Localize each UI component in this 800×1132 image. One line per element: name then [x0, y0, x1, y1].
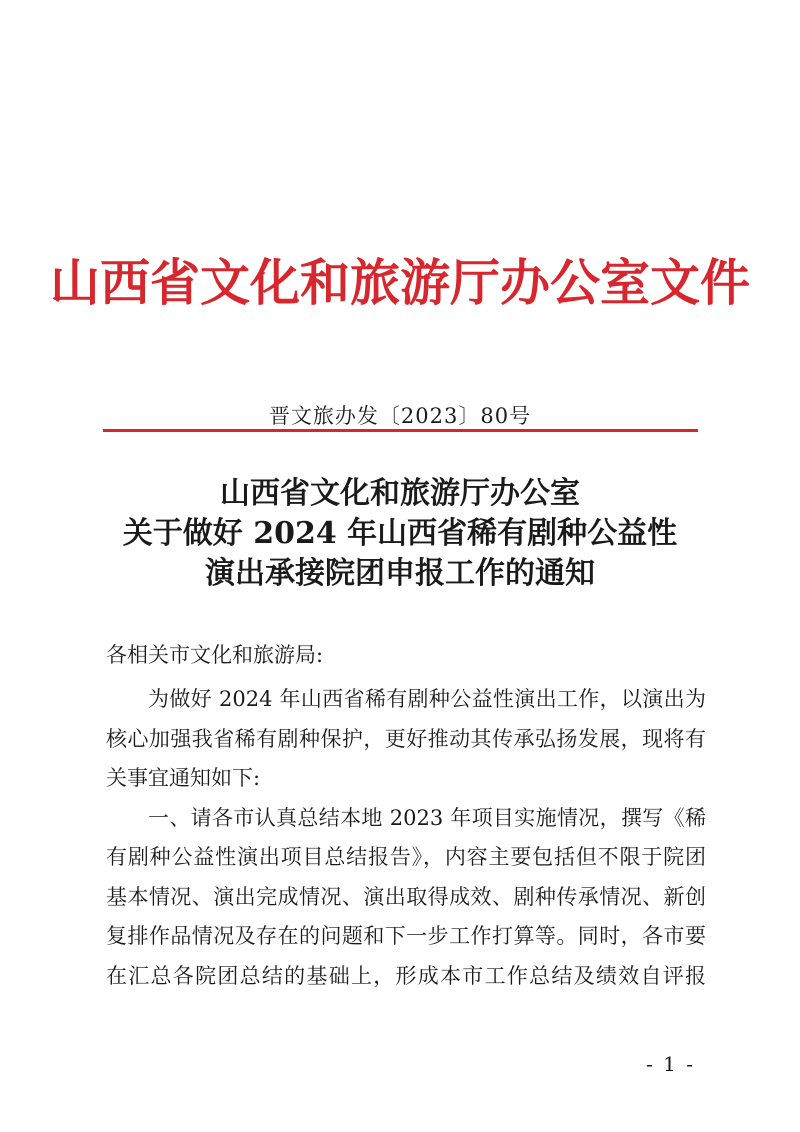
- paragraph-line: 一、请各市认真总结本地 2023 年项目实施情况，撰写《稀: [148, 805, 706, 830]
- paragraph-line: 关事宜通知如下:: [106, 766, 261, 790]
- masthead-title: 山西省文化和旅游厅办公室文件: [50, 253, 750, 312]
- title-line: 演出承接院团申报工作的通知: [205, 556, 595, 591]
- paragraph-line: 基本情况、演出完成情况、演出取得成效、剧种传承情况、新创: [106, 884, 706, 909]
- paragraph-line: 为做好 2024 年山西省稀有剧种公益性演出工作，以演出为: [148, 687, 706, 711]
- red-divider-line: [103, 429, 698, 432]
- notice-title: [0, 474, 800, 594]
- body-text: [106, 680, 706, 996]
- paragraph-line: 核心加强我省稀有剧种保护，更好推动其传承弘扬发展，现将有: [106, 726, 706, 751]
- paragraph-line: 复排作品情况及存在的问题和下一步工作打算等。同时，各市要: [106, 924, 706, 948]
- title-line: 关于做好 2024 年山西省稀有剧种公益性: [122, 516, 678, 551]
- paragraph-line: 有剧种公益性演出项目总结报告》，内容主要包括但不限于院团: [106, 845, 706, 869]
- paragraph-line: 在汇总各院团总结的基础上，形成本市工作总结及绩效自评报: [106, 963, 706, 988]
- title-line: 山西省文化和旅游厅办公室: [220, 476, 580, 511]
- page-number: - 1 -: [646, 1052, 695, 1076]
- document-number: 晋文旅办发〔2023〕80号: [268, 404, 532, 428]
- salutation: 各相关市文化和旅游局:: [106, 643, 324, 667]
